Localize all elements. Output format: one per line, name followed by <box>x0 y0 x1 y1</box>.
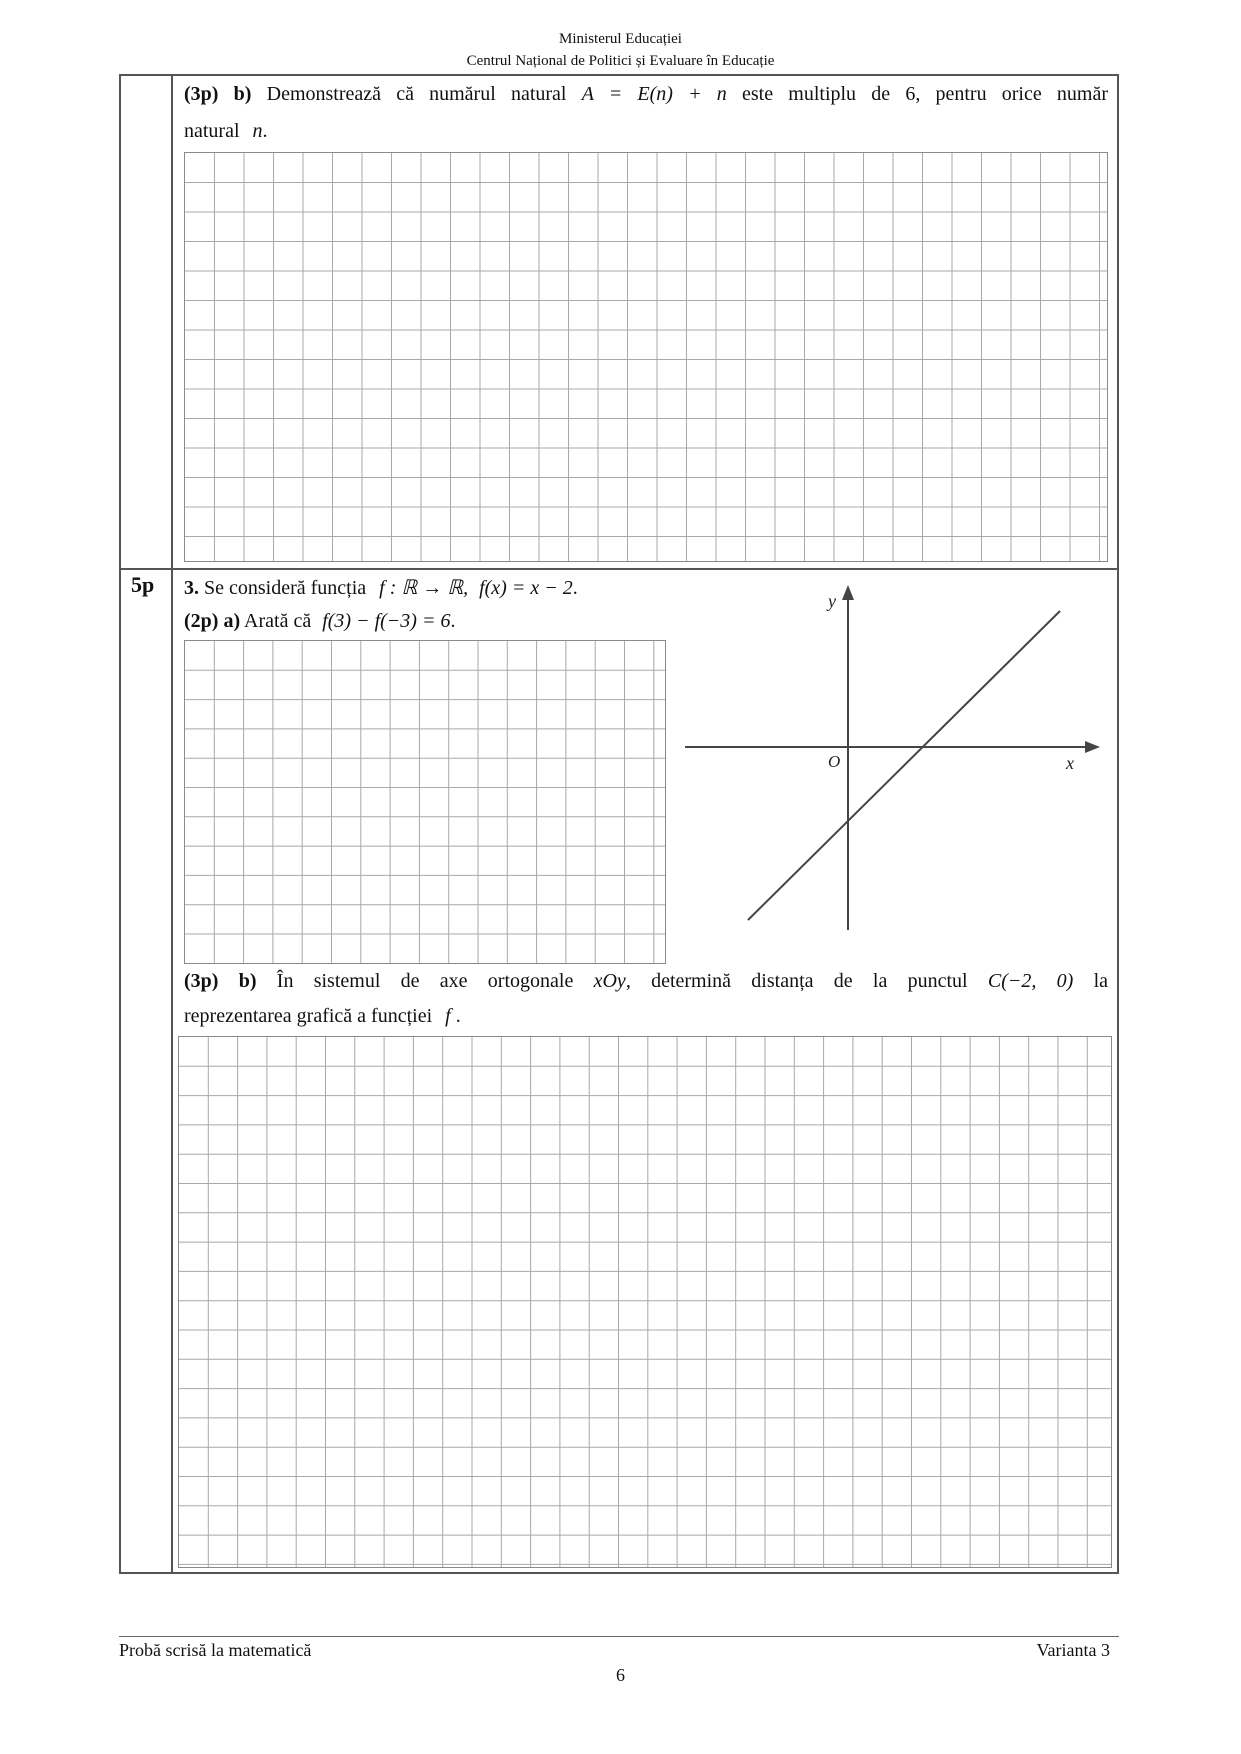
y-axis-arrow-icon <box>842 585 854 600</box>
q3b-f: f <box>445 1005 451 1027</box>
table-bottom-border <box>119 1572 1119 1574</box>
x-axis-arrow-icon <box>1085 741 1100 753</box>
q4b-line1 <box>184 81 1108 107</box>
function-graph <box>680 585 1100 935</box>
q3-func: f : ℝ → ℝ, <box>379 577 469 599</box>
header-center: Centrul Național de Politici și Evaluare în Educație <box>466 53 775 69</box>
q4b-text-after2: , pentru orice număr <box>915 83 1109 105</box>
y-axis-label: y <box>828 591 836 611</box>
table-top-border <box>119 74 1119 76</box>
q3a-statement: (2p) a) Arată că f(3) − f(−3) = 6. <box>184 610 456 632</box>
q3b-point: C(−2, 0) <box>987 970 1074 992</box>
footer-left: Probă scrisă la matematică <box>119 1640 312 1660</box>
q3b-line1: (3p) b) În sistemul de axe ortogonale xOy, determină distanța de la punctul C(−2, 0) la <box>184 970 1108 992</box>
score-column-divider <box>171 74 173 1574</box>
page-number: 6 <box>616 1665 625 1685</box>
q4b-points: (3p) <box>184 83 219 105</box>
answer-grid-q3b[interactable] <box>178 1036 1112 1568</box>
q4b-six: 6 <box>905 83 916 105</box>
q3b-xoy: xOy <box>593 970 626 992</box>
score-5p: 5p <box>131 572 155 597</box>
answer-grid-q3a[interactable] <box>184 640 666 964</box>
q4b-line2: natural n. <box>184 120 268 142</box>
graph-line-f <box>748 611 1060 920</box>
q3a-formula: f(3) − f(−3) = 6 <box>322 610 451 632</box>
origin-label: O <box>828 752 841 771</box>
q4b-text: Demonstrează că numărul natural <box>266 83 567 105</box>
table-left-border <box>119 74 121 1574</box>
header-ministry: Ministerul Educației <box>559 31 682 47</box>
q3-rule: f(x) = x − 2 <box>479 577 573 599</box>
q3b-line2: reprezentarea grafică a funcției f . <box>184 1005 461 1027</box>
x-axis-label: x <box>1066 753 1074 773</box>
q4b-n: n <box>252 120 263 142</box>
answer-grid-q4b[interactable] <box>184 152 1108 562</box>
q4b-letter: b) <box>233 83 252 105</box>
table-right-border <box>1117 74 1119 1574</box>
row-divider <box>119 568 1119 570</box>
q4b-text-after: este multiplu de <box>742 83 891 105</box>
footer-right: Varianta 3 <box>1036 1640 1110 1660</box>
footer-rule <box>119 1636 1119 1637</box>
q4b-formula: A = E(n) + n <box>581 83 727 105</box>
q3-statement: 3. Se consideră funcția f : ℝ → ℝ, f(x) = x − 2. <box>184 577 578 599</box>
